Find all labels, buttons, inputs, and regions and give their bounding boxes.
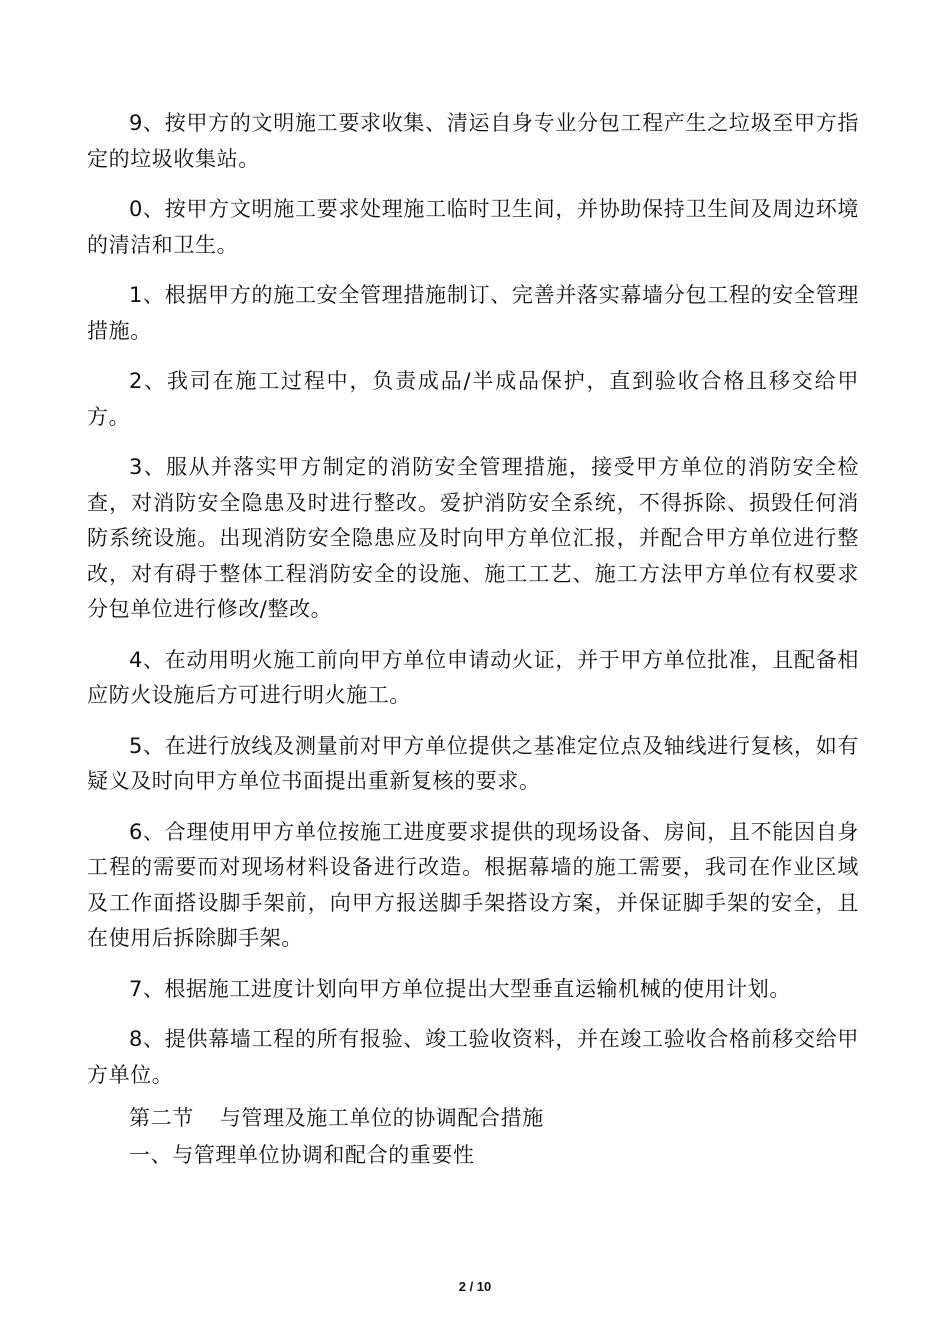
paragraph-item-1: 1、根据甲方的施工安全管理措施制订、完善并落实幕墙分包工程的安全管理措施。 bbox=[87, 283, 859, 343]
paragraph-item-3: 3、服从并落实甲方制定的消防安全管理措施，接受甲方单位的消防安全检查，对消防安全隐患及时进行整改。爱护消防安全系统，不得拆除、损毁任何消防系统设施。出现消防安全隐患应及时向甲方单位汇报，并配合甲方单位进行整改，对有碍于整体工程消防安全的设施、施工工艺、施工方法甲方单位有权要求分包单位进行修改/整改。 bbox=[87, 455, 859, 621]
paragraph-item-0: 0、按甲方文明施工要求处理施工临时卫生间，并协助保持卫生间及周边环境的清洁和卫生。 bbox=[87, 197, 859, 257]
paragraph-item-5: 5、在进行放线及测量前对甲方单位提供之基准定位点及轴线进行复核，如有疑义及时向甲方单位书面提出重新复核的要求。 bbox=[87, 733, 859, 793]
document-body bbox=[87, 106, 859, 1174]
section-title: 与管理及施工单位的协调配合措施 bbox=[219, 1106, 544, 1130]
paragraph-item-7: 7、根据施工进度计划向甲方单位提出大型垂直运输机械的使用计划。 bbox=[129, 976, 791, 1001]
page-number: 2 / 10 bbox=[458, 1279, 492, 1294]
section-number: 第二节 bbox=[129, 1106, 194, 1130]
paragraph-item-9: 9、按甲方的文明施工要求收集、清运自身专业分包工程产生之垃圾至甲方指定的垃圾收集站。 bbox=[87, 111, 859, 171]
paragraph-item-2: 2、我司在施工过程中，负责成品/半成品保护，直到验收合格且移交给甲方。 bbox=[87, 369, 859, 429]
paragraph-item-4: 4、在动用明火施工前向甲方单位申请动火证，并于甲方单位批准，且配备相应防火设施后方可进行明火施工。 bbox=[87, 647, 859, 707]
section-heading bbox=[87, 1100, 859, 1137]
subsection-heading: 一、与管理单位协调和配合的重要性 bbox=[129, 1143, 475, 1167]
paragraph-item-8: 8、提供幕墙工程的所有报验、竣工验收资料，并在竣工验收合格前移交给甲方单位。 bbox=[87, 1027, 859, 1087]
paragraph-item-6: 6、合理使用甲方单位按施工进度要求提供的现场设备、房间，且不能因自身工程的需要而对现场材料设备进行改造。根据幕墙的施工需要，我司在作业区域及工作面搭设脚手架前，向甲方报送脚手架搭设方案，并保证脚手架的安全，且在使用后拆除脚手架。 bbox=[87, 819, 859, 950]
